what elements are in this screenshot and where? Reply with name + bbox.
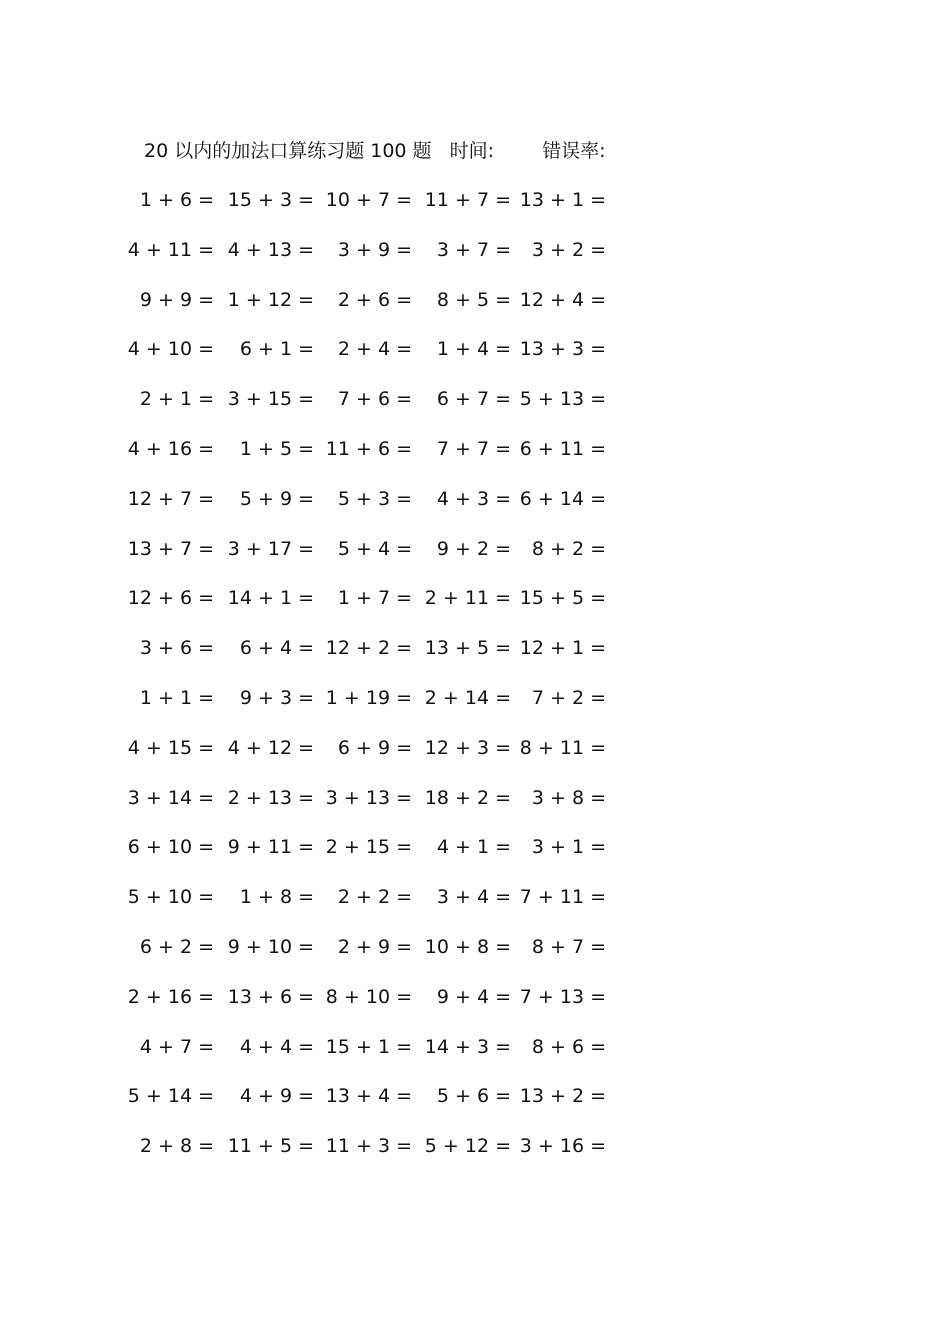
addition-problem: 5 + 4 = (337, 537, 412, 560)
addition-problem: 9 + 11 = (227, 836, 314, 859)
addition-problem: 11 + 6 = (325, 437, 412, 460)
addition-problem: 1 + 7 = (337, 587, 412, 610)
addition-problem: 2 + 4 = (337, 338, 412, 361)
addition-problem: 7 + 2 = (531, 686, 606, 709)
addition-problem: 12 + 6 = (127, 587, 214, 610)
addition-problem: 6 + 4 = (239, 637, 314, 660)
addition-problem: 5 + 9 = (239, 487, 314, 510)
addition-problem: 4 + 10 = (127, 338, 214, 361)
addition-problem: 4 + 12 = (227, 736, 314, 759)
addition-problem: 6 + 14 = (519, 487, 606, 510)
addition-problem: 11 + 3 = (325, 1135, 412, 1158)
addition-problem: 2 + 8 = (139, 1135, 214, 1158)
addition-problem: 4 + 9 = (239, 1085, 314, 1108)
addition-problem: 5 + 3 = (337, 487, 412, 510)
addition-problem: 3 + 2 = (531, 238, 606, 261)
addition-problem: 18 + 2 = (424, 786, 511, 809)
addition-problem: 13 + 2 = (519, 1085, 606, 1108)
addition-problem: 3 + 13 = (325, 786, 412, 809)
addition-problem: 15 + 5 = (519, 587, 606, 610)
addition-problem: 3 + 7 = (436, 238, 511, 261)
addition-problem: 5 + 12 = (424, 1135, 511, 1158)
addition-problem: 14 + 1 = (227, 587, 314, 610)
addition-problem: 4 + 15 = (127, 736, 214, 759)
addition-problem: 13 + 6 = (227, 985, 314, 1008)
addition-problem: 2 + 1 = (139, 388, 214, 411)
addition-problem: 6 + 11 = (519, 437, 606, 460)
addition-problem: 3 + 4 = (436, 886, 511, 909)
addition-problem: 12 + 7 = (127, 487, 214, 510)
addition-problem: 3 + 8 = (531, 786, 606, 809)
addition-problem: 7 + 11 = (519, 886, 606, 909)
addition-problem: 3 + 17 = (227, 537, 314, 560)
addition-problem: 11 + 5 = (227, 1135, 314, 1158)
addition-problem: 1 + 5 = (239, 437, 314, 460)
addition-problem: 12 + 1 = (519, 637, 606, 660)
addition-problem: 4 + 16 = (127, 437, 214, 460)
addition-problem: 7 + 13 = (519, 985, 606, 1008)
addition-problem: 6 + 10 = (127, 836, 214, 859)
addition-problem: 8 + 6 = (531, 1035, 606, 1058)
addition-problem: 2 + 13 = (227, 786, 314, 809)
addition-problem: 4 + 1 = (436, 836, 511, 859)
addition-problem: 6 + 2 = (139, 935, 214, 958)
addition-problem: 1 + 6 = (139, 189, 214, 211)
addition-problem: 5 + 10 = (127, 886, 214, 909)
addition-problem: 11 + 7 = (424, 189, 511, 211)
addition-problem: 3 + 15 = (227, 388, 314, 411)
addition-problem: 6 + 7 = (436, 388, 511, 411)
addition-problem: 10 + 7 = (325, 189, 412, 211)
worksheet-header (144, 137, 605, 165)
addition-problem: 14 + 3 = (424, 1035, 511, 1058)
addition-problem: 13 + 1 = (519, 189, 606, 211)
addition-problem: 2 + 6 = (337, 288, 412, 311)
addition-problem: 12 + 4 = (519, 288, 606, 311)
addition-problem: 4 + 13 = (227, 238, 314, 261)
addition-problem: 3 + 16 = (519, 1135, 606, 1158)
addition-problem: 13 + 7 = (127, 537, 214, 560)
addition-problem: 1 + 4 = (436, 338, 511, 361)
worksheet-title: 20 以内的加法口算练习题 100 题 (144, 140, 432, 162)
time-label: 时间: (449, 140, 495, 162)
addition-problem: 9 + 3 = (239, 686, 314, 709)
addition-problem: 8 + 7 = (531, 935, 606, 958)
addition-problem: 4 + 7 = (139, 1035, 214, 1058)
addition-problem: 9 + 9 = (139, 288, 214, 311)
addition-problem: 2 + 11 = (424, 587, 511, 610)
addition-problem: 2 + 15 = (325, 836, 412, 859)
error-rate-label: 错误率: (542, 140, 606, 162)
addition-problem: 1 + 12 = (227, 288, 314, 311)
addition-problem: 3 + 9 = (337, 238, 412, 261)
addition-problem: 1 + 19 = (325, 686, 412, 709)
addition-problem: 8 + 11 = (519, 736, 606, 759)
addition-problem: 5 + 13 = (519, 388, 606, 411)
addition-problem: 2 + 16 = (127, 985, 214, 1008)
addition-problem: 4 + 11 = (127, 238, 214, 261)
addition-problem: 8 + 5 = (436, 288, 511, 311)
addition-problem: 3 + 1 = (531, 836, 606, 859)
addition-problem: 13 + 5 = (424, 637, 511, 660)
addition-problem: 4 + 4 = (239, 1035, 314, 1058)
addition-problem: 1 + 8 = (239, 886, 314, 909)
addition-problem: 6 + 9 = (337, 736, 412, 759)
addition-problem: 2 + 2 = (337, 886, 412, 909)
addition-problem: 1 + 1 = (139, 686, 214, 709)
addition-problem: 2 + 9 = (337, 935, 412, 958)
addition-problem: 8 + 2 = (531, 537, 606, 560)
addition-problem: 5 + 6 = (436, 1085, 511, 1108)
addition-problem: 7 + 7 = (436, 437, 511, 460)
addition-problem: 5 + 14 = (127, 1085, 214, 1108)
addition-problem: 12 + 2 = (325, 637, 412, 660)
addition-problem: 15 + 1 = (325, 1035, 412, 1058)
addition-problem: 9 + 10 = (227, 935, 314, 958)
addition-problem: 13 + 4 = (325, 1085, 412, 1108)
addition-problem: 6 + 1 = (239, 338, 314, 361)
addition-problem: 4 + 3 = (436, 487, 511, 510)
addition-problem: 9 + 2 = (436, 537, 511, 560)
addition-problem: 3 + 6 = (139, 637, 214, 660)
addition-problem: 13 + 3 = (519, 338, 606, 361)
addition-problem: 12 + 3 = (424, 736, 511, 759)
addition-problem: 3 + 14 = (127, 786, 214, 809)
addition-problem: 8 + 10 = (325, 985, 412, 1008)
addition-problem: 10 + 8 = (424, 935, 511, 958)
addition-problem: 2 + 14 = (424, 686, 511, 709)
addition-problem: 15 + 3 = (227, 189, 314, 211)
addition-problem: 9 + 4 = (436, 985, 511, 1008)
addition-problem: 7 + 6 = (337, 388, 412, 411)
